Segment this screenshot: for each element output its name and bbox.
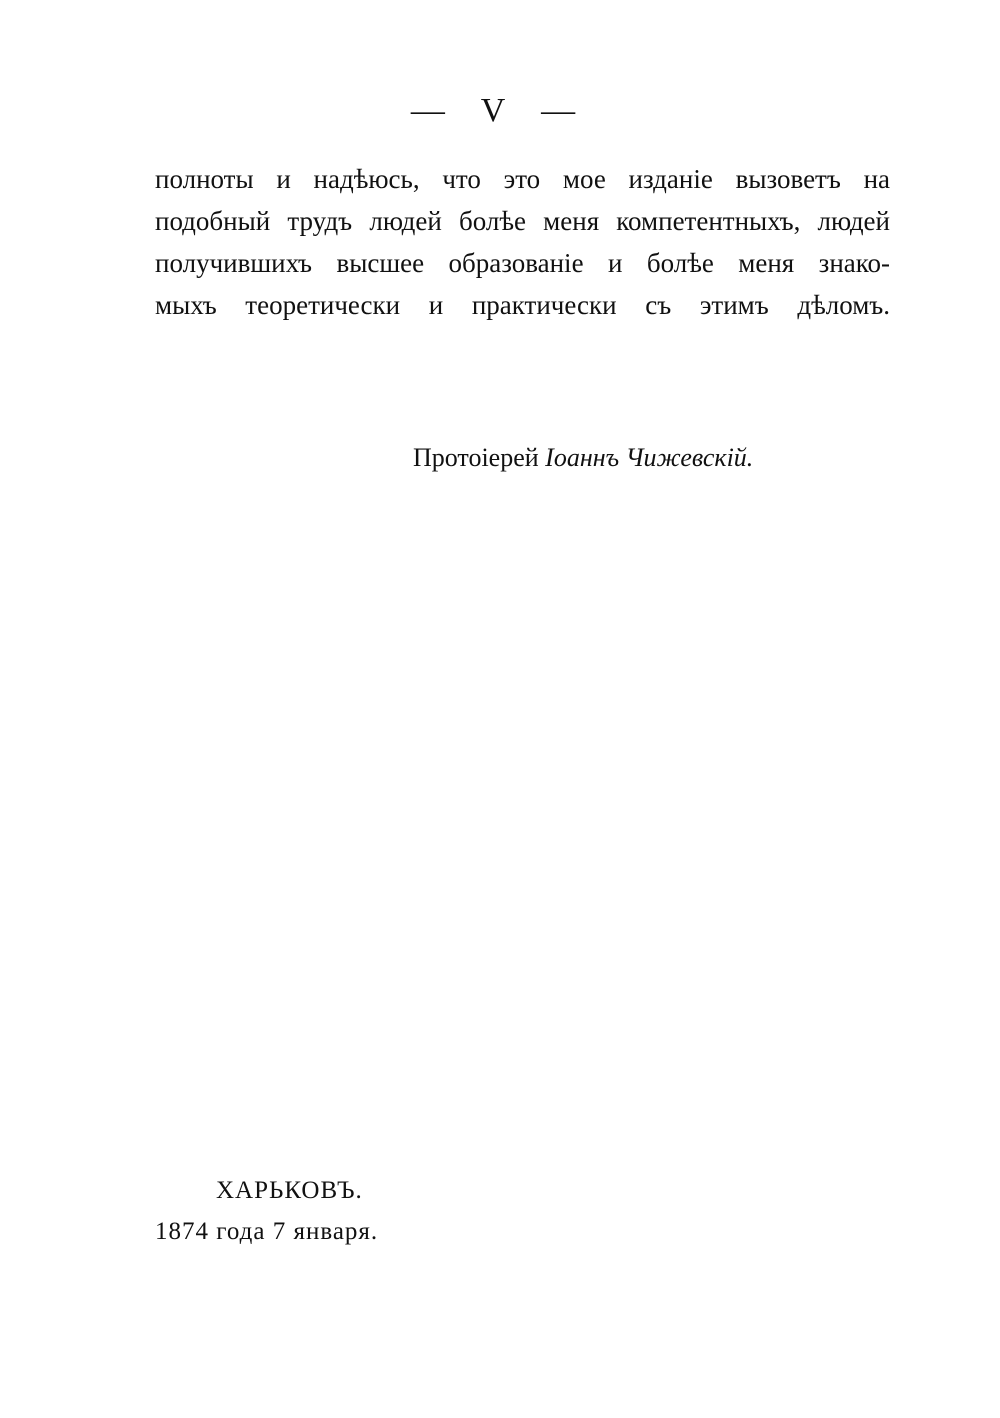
body-line: полноты и надѣюсь, что это мое изданіе вызоветъ на <box>155 164 890 194</box>
signature <box>413 443 753 473</box>
place: ХАРЬКОВЪ. <box>216 1177 363 1204</box>
signature-name: Іоаннъ Чижевскій. <box>545 443 754 472</box>
page-number: — V — <box>410 92 590 129</box>
signature-title: Протоіерей <box>413 443 539 472</box>
body-line: мыхъ теоретически и практически съ этимъ дѣломъ. <box>155 290 890 320</box>
body-line: подобный трудъ людей болѣе меня компетентныхъ, людей <box>155 206 890 236</box>
date: 1874 года 7 января. <box>155 1218 379 1245</box>
body-line: получившихъ высшее образованіе и болѣе меня знако- <box>155 248 890 278</box>
